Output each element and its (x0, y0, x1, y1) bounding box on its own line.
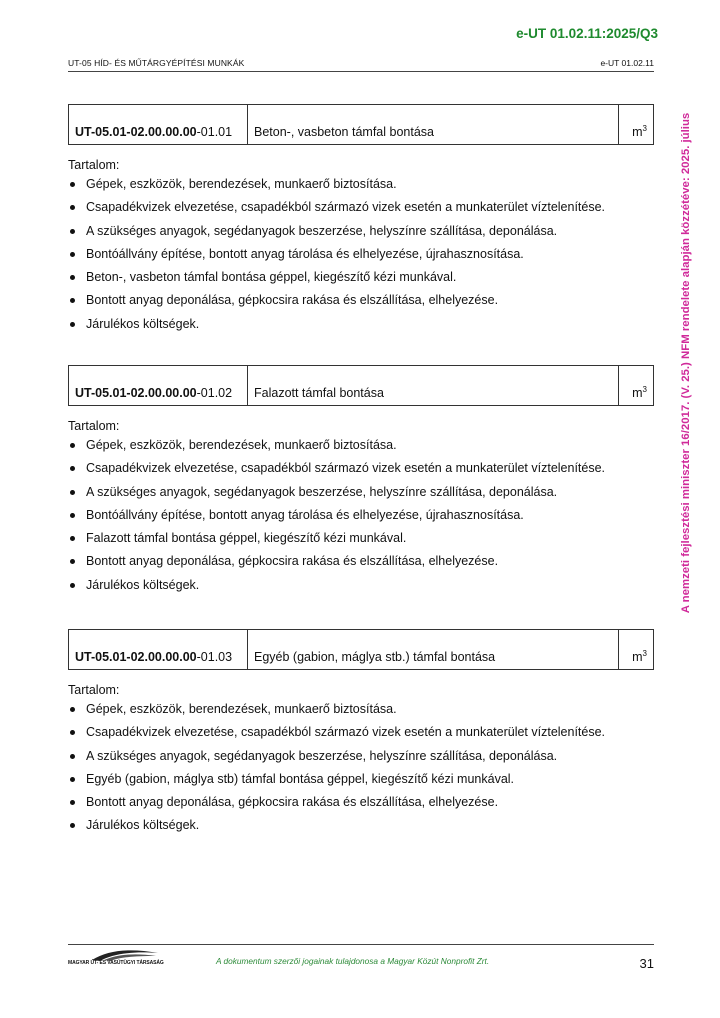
logo-text: MAGYAR ÚT- ÉS VASÚTÜGYI TÁRSASÁG (68, 960, 164, 966)
work-item-title: Beton-, vasbeton támfal bontása (248, 105, 619, 145)
list-item: Bontóállvány építése, bontott anyag tárolása és elhelyezése, újrahasznosítása. (68, 247, 654, 270)
work-item-1 (68, 104, 654, 340)
header-rule (68, 71, 654, 72)
content-list (68, 177, 654, 340)
running-header (68, 58, 654, 71)
work-item-code-table (68, 104, 654, 145)
header-doc-id: e-UT 01.02.11 (600, 58, 654, 68)
list-item: Járulékos költségek. (68, 317, 654, 340)
content-list (68, 438, 654, 601)
side-note-text: A nemzeti fejlesztési miniszter 16/2017. (V. 25.) NFM rendelete alapján közzétéve: 2025. július (680, 112, 692, 614)
work-item-3 (68, 629, 654, 842)
work-item-title: Falazott támfal bontása (248, 366, 619, 406)
list-item: Csapadékvizek elvezetése, csapadékból származó vizek esetén a munkaterület víztelenítése. (68, 725, 654, 748)
list-item: A szükséges anyagok, segédanyagok beszerzése, helyszínre szállítása, deponálása. (68, 749, 654, 772)
work-item-title: Egyéb (gabion, máglya stb.) támfal bontása (248, 630, 619, 670)
content-label: Tartalom: (68, 683, 120, 697)
work-item-2 (68, 365, 654, 601)
list-item: Csapadékvizek elvezetése, csapadékból származó vizek esetén a munkaterület víztelenítése. (68, 200, 654, 223)
side-publication-note (676, 96, 696, 630)
work-item-code-table (68, 629, 654, 670)
list-item: A szükséges anyagok, segédanyagok beszerzése, helyszínre szállítása, deponálása. (68, 485, 654, 508)
work-item-unit: $m^3$ (619, 630, 654, 670)
list-item: A szükséges anyagok, segédanyagok beszerzése, helyszínre szállítása, deponálása. (68, 224, 654, 247)
content-label: Tartalom: (68, 419, 120, 433)
work-item-code: UT-05.01-02.00.00.00-01.03 (69, 630, 248, 670)
content-list (68, 702, 654, 842)
list-item: Bontott anyag deponálása, gépkocsira rakása és elszállítása, elhelyezése. (68, 795, 654, 818)
list-item: Csapadékvizek elvezetése, csapadékból származó vizek esetén a munkaterület víztelenítése. (68, 461, 654, 484)
list-item: Járulékos költségek. (68, 578, 654, 601)
work-item-code: UT-05.01-02.00.00.00-01.01 (69, 105, 248, 145)
list-item: Bontott anyag deponálása, gépkocsira rakása és elszállítása, elhelyezése. (68, 293, 654, 316)
document-code: e-UT 01.02.11:2025/Q3 (516, 26, 658, 41)
work-item-unit: $m^3$ (619, 105, 654, 145)
header-section-title: UT-05 HÍD- ÉS MŰTÁRGYÉPÍTÉSI MUNKÁK (68, 58, 245, 68)
list-item: Bontóállvány építése, bontott anyag tárolása és elhelyezése, újrahasznosítása. (68, 508, 654, 531)
list-item: Járulékos költségek. (68, 818, 654, 841)
page-number: 31 (639, 956, 654, 971)
list-item: Egyéb (gabion, máglya stb) támfal bontása géppel, kiegészítő kézi munkával. (68, 772, 654, 795)
work-item-code: UT-05.01-02.00.00.00-01.02 (69, 366, 248, 406)
work-item-unit: $m^3$ (619, 366, 654, 406)
list-item: Beton-, vasbeton támfal bontása géppel, kiegészítő kézi munkával. (68, 270, 654, 293)
list-item: Falazott támfal bontása géppel, kiegészítő kézi munkával. (68, 531, 654, 554)
list-item: Gépek, eszközök, berendezések, munkaerő biztosítása. (68, 177, 654, 200)
footer-rule (68, 944, 654, 945)
work-item-code-table (68, 365, 654, 406)
list-item: Gépek, eszközök, berendezések, munkaerő biztosítása. (68, 702, 654, 725)
content-label: Tartalom: (68, 158, 120, 172)
society-logo (68, 948, 178, 970)
copyright-notice: A dokumentum szerzői jogainak tulajdonosa a Magyar Közút Nonprofit Zrt. (216, 956, 490, 966)
list-item: Gépek, eszközök, berendezések, munkaerő biztosítása. (68, 438, 654, 461)
list-item: Bontott anyag deponálása, gépkocsira rakása és elszállítása, elhelyezése. (68, 554, 654, 577)
